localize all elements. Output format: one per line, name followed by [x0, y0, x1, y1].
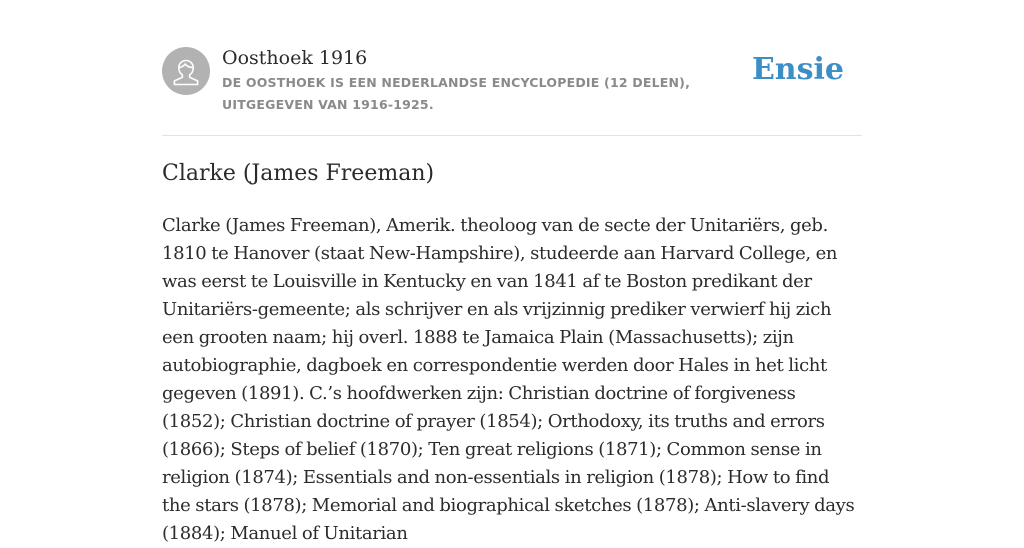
article-title: Clarke (James Freeman) [162, 161, 435, 186]
ensie-logo-link[interactable]: Ensie [751, 52, 844, 87]
source-description: DE OOSTHOEK IS EEN NEDERLANDSE ENCYCLOPEDIE (12 DELEN), UITGEGEVEN VAN 1916-1925. [222, 75, 691, 112]
user-silhouette-icon [162, 47, 210, 95]
source-avatar[interactable] [162, 47, 210, 95]
article-body: Clarke (James Freeman), Amerik. theoloog van de secte der Unitariërs, geb. 1810 te Hanover (staat New-Hampshire), studeerde aan Harvard College, en was eerst te Louisville in Kentucky en van 1841 af te Boston predikant der Unitariërs-gemeente; als schrijver en als vrijzinnig prediker verwierf hij zich een grooten naam; hij overl. 1888 te Jamaica Plain (Massachusetts); zijn autobiographie, dagboek en correspondentie werden door Hales in het licht gegeven (1891). C.’s hoofdwerken zijn: Christian doctrine of forgiveness (1852); Christian doctrine of prayer (1854); Orthodoxy, its truths and errors (1866); Steps of belief (1870); Ten great religions (1871); Common sense in religion (1874); Essentials and non-essentials in religion (1878); How to find the stars (1878); Memorial and biographical sketches (1878); Anti-slavery days (1884); Manuel of Unitarian [162, 215, 855, 544]
source-header [162, 44, 862, 116]
source-title[interactable]: Oosthoek 1916 [222, 47, 368, 69]
header-divider [162, 135, 862, 136]
